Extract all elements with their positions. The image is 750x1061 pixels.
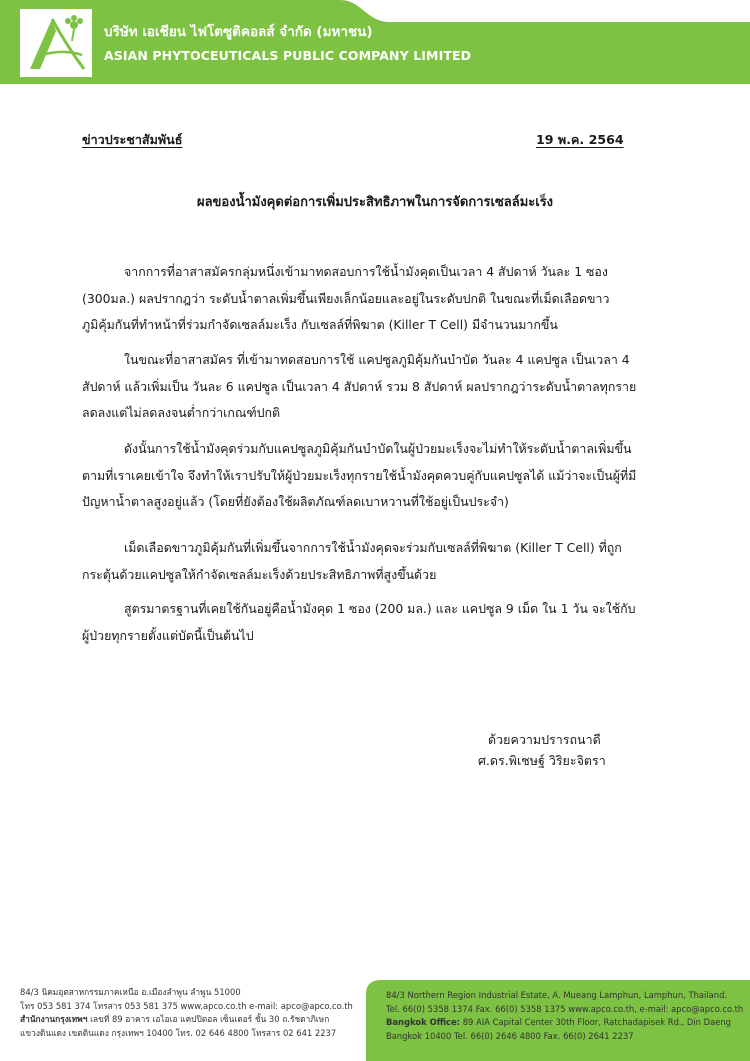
footer-bangkok-label: สำนักงานกรุงเทพฯ [20,1014,88,1024]
paragraph-2 [82,347,642,427]
footer-line [386,1016,743,1030]
paragraph-line: ปัญหาน้ำตาลสูงอยู่แล้ว (โดยที่ยังต้องใช้ผลิตภัณฑ์ลดเบาหวานที่ใช้อยู่เป็นประจำ) [82,494,509,509]
letterhead [0,0,750,84]
footer-thai-address [20,986,353,1040]
footer-line: 84/3 Northern Region Industrial Estate, A. Mueang Lamphun, Lamphun, Thailand. [386,990,728,1000]
paragraph-line: สัปดาห์ แล้วเพิ่มเป็น วันละ 6 แคปซูล เป็นเวลา 4 สัปดาห์ รวม 8 สัปดาห์ ผลปรากฎว่าระดับน้ำตาลทุกราย [82,378,637,394]
paragraph-4 [82,535,642,588]
paragraph-3 [82,436,642,516]
footer-line [20,1013,353,1027]
paragraph-5 [82,596,642,649]
paragraph-line: ลดลงแต่ไม่ลดลงจนต่ำกว่าเกณฑ์ปกติ [82,405,281,420]
logo-leaf-icon [22,11,90,75]
footer-line: โทร 053 581 374 โทรสาร 053 581 375 www.apco.co.th e-mail: apco@apco.co.th [20,1000,353,1011]
footer-line: แขวงดินแดง เขตดินแดง กรุงเทพฯ 10400 โทร. 02 646 4800 โทรสาร 02 641 2237 [20,1027,337,1038]
footer-english-address [386,989,743,1043]
company-logo [20,9,92,77]
footer-line-text: เลขที่ 89 อาคาร เอไอเอ แคปปิตอล เซ็นเตอร์ ชั้น 30 ถ.รัชดาภิเษก [87,1014,330,1024]
doc-title: ผลของน้ำมังคุดต่อการเพิ่มประสิทธิภาพในการจัดการเซลล์มะเร็ง [196,195,554,210]
footer-bangkok-label: Bangkok Office: [386,1017,461,1027]
paragraph-line: ตามที่เราเคยเข้าใจ จึงทำให้เราปรับให้ผู้ป่วยมะเร็งทุกรายใช้น้ำมังคุดควบคู่กับแคปซูลได้ แม้ว่าจะเป็นผู้ที่มี [82,467,637,483]
paragraph-line: จากการที่อาสาสมัครกลุ่มหนึ่งเข้ามาทดสอบการใช้น้ำมังคุดเป็นเวลา 4 สัปดาห์ วันละ 1 ซอง [124,264,608,279]
footer-line-text: 89 AIA Capital Center 30th Floor, Ratchadapisek Rd., Din Daeng [460,1017,731,1027]
footer-line: Tel. 66(0) 5358 1374 Fax. 66(0) 5358 1375 www.apco.co.th, e-mail: apco@apco.co.th [386,1003,744,1014]
paragraph-1 [82,259,642,339]
paragraph-line: ผู้ป่วยทุกรายตั้งแต่บัดนี้เป็นต้นไป [82,627,254,643]
paragraph-line: เม็ดเลือดขาวภูมิคุ้มกันที่เพิ่มขึ้นจากการใช้น้ำมังคุดจะร่วมกับเซลล์ที่พิฆาต (Killer T Cell) ที่ถูก [124,540,622,555]
doc-date: 19 พ.ค. 2564 [536,132,624,147]
company-name-english: ASIAN PHYTOCEUTICALS PUBLIC COMPANY LIMITED [104,48,472,63]
footer-line: Bangkok 10400 Tel. 66(0) 2646 4800 Fax. 66(0) 2641 2237 [386,1030,634,1041]
paragraph-line: ดังนั้นการใช้น้ำมังคุดร่วมกับแคปซูลภูมิคุ้มกันบำบัดในผู้ป่วยมะเร็งจะไม่ทำให้ระดับน้ำตาลเพิ่มขึ้น [124,441,632,456]
letterhead-band [0,0,750,84]
company-name-thai: บริษัท เอเชียน ไฟโตซูติคอลส์ จำกัด (มหาชน) [104,24,373,40]
paragraph-line: ในขณะที่อาสาสมัคร ที่เข้ามาทดสอบการใช้ แคปซูลภูมิคุ้มกันบำบัด วันละ 4 แคปซูล เป็นเวลา 4 [124,352,630,367]
signer-name: ศ.ดร.พิเชษฐ์ วิริยะจิตรา [478,753,606,768]
doc-label: ข่าวประชาสัมพันธ์ [82,132,183,147]
footer-line: 84/3 นิคมอุตสาหกรรมภาคเหนือ อ.เมืองลำพูน ลำพูน 51000 [20,987,241,997]
paragraph-line: (300มล.) ผลปรากฎว่า ระดับน้ำตาลเพิ่มขึ้นเพียงเล็กน้อยและอยู่ในระดับปกติ ในขณะที่เม็ดเลือดขาว [82,290,610,306]
paragraph-line: สูตรมาตรฐานที่เคยใช้กันอยู่คือน้ำมังคุด 1 ซอง (200 มล.) และ แคปซูล 9 เม็ด ใน 1 วัน จะใช้กับ [124,601,636,616]
closing-text: ด้วยความปรารถนาดี [488,732,601,747]
paragraph-line: ภูมิคุ้มกันที่ทำหน้าที่ร่วมกำจัดเซลล์มะเร็ง กับเซลล์ที่พิฆาต (Killer T Cell) มีจำนวนมากขึ้น [82,317,558,332]
paragraph-line: กระตุ้นด้วยแคปซูลให้กำจัดเซลล์มะเร็งด้วยประสิทธิภาพที่สูงขึ้นด้วย [82,566,437,582]
